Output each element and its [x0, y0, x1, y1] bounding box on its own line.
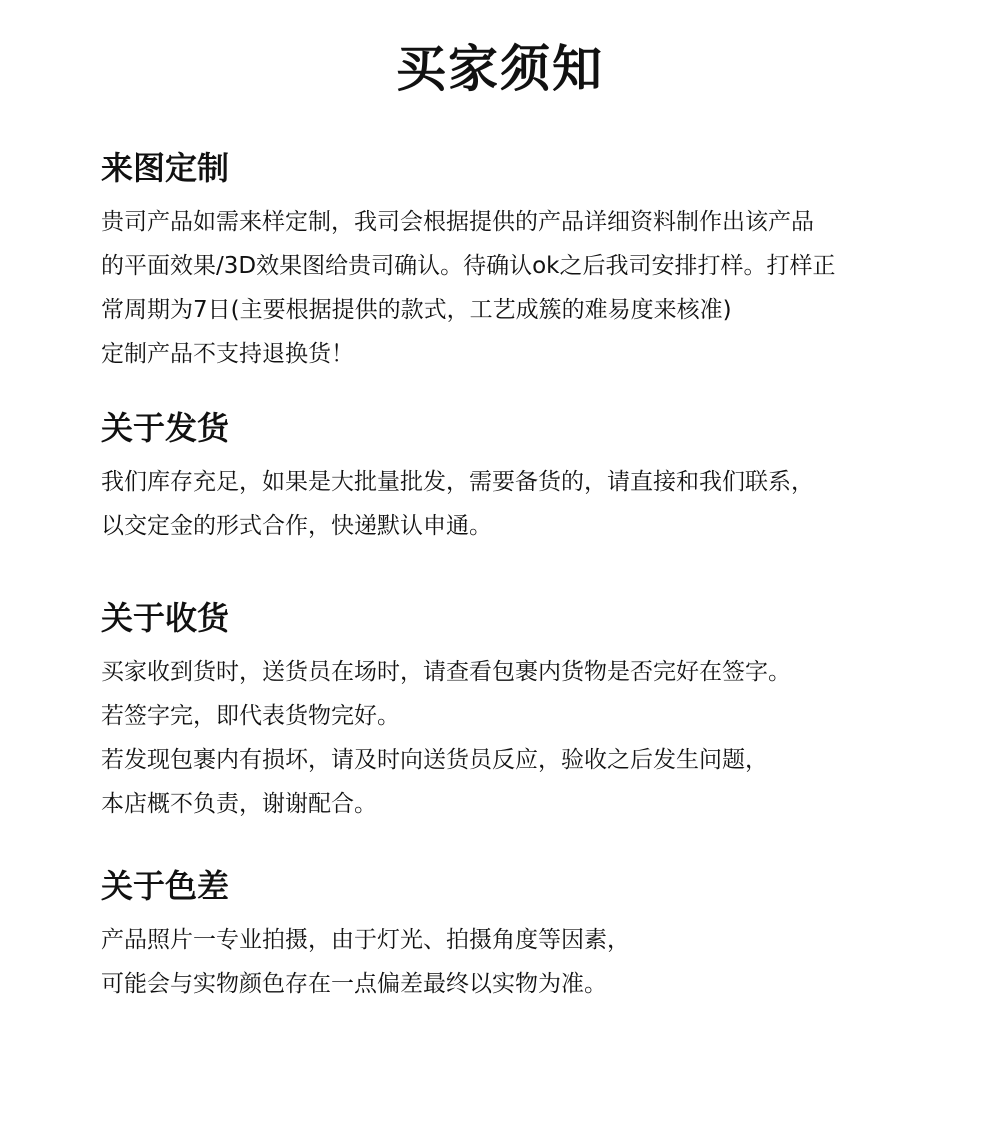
body-line: 若发现包裹内有损坏，请及时向送货员反应，验收之后发生问题，: [101, 747, 768, 773]
body-line: 以交定金的形式合作，快递默认申通。: [101, 513, 492, 539]
section-shipping: [101, 408, 921, 548]
body-line: 的平面效果/3D效果图给贵司确认。待确认ok之后我司安排打样。打样正: [101, 253, 836, 279]
body-line: 若签字完，即代表货物完好。: [101, 703, 400, 729]
body-line: 定制产品不支持退换货！: [101, 341, 354, 367]
section-heading: 来图定制: [101, 149, 230, 187]
section-body: [101, 650, 921, 826]
body-line: 可能会与实物颜色存在一点偏差最终以实物为准。: [101, 971, 607, 997]
section-custom-design: [101, 148, 921, 376]
body-line: 我们库存充足，如果是大批量批发，需要备货的，请直接和我们联系，: [101, 469, 814, 495]
page-title: 买家须知: [396, 40, 604, 98]
section-heading: 关于发货: [101, 409, 230, 447]
section-heading: 关于收货: [101, 599, 230, 637]
section-body: [101, 460, 921, 548]
section-receiving: [101, 598, 921, 826]
body-line: 常周期为7日(主要根据提供的款式，工艺成簇的难易度来核准): [101, 297, 732, 323]
section-body: [101, 918, 921, 1006]
section-body: [101, 200, 921, 376]
body-line: 买家收到货时，送货员在场时，请查看包裹内货物是否完好在签字。: [101, 659, 791, 685]
section-heading: 关于色差: [101, 867, 230, 905]
body-line: 本店概不负责，谢谢配合。: [101, 791, 377, 817]
body-line: 贵司产品如需来样定制，我司会根据提供的产品详细资料制作出该产品: [101, 209, 814, 235]
section-color-difference: [101, 866, 921, 1006]
body-line: 产品照片一专业拍摄，由于灯光、拍摄角度等因素，: [101, 927, 630, 953]
